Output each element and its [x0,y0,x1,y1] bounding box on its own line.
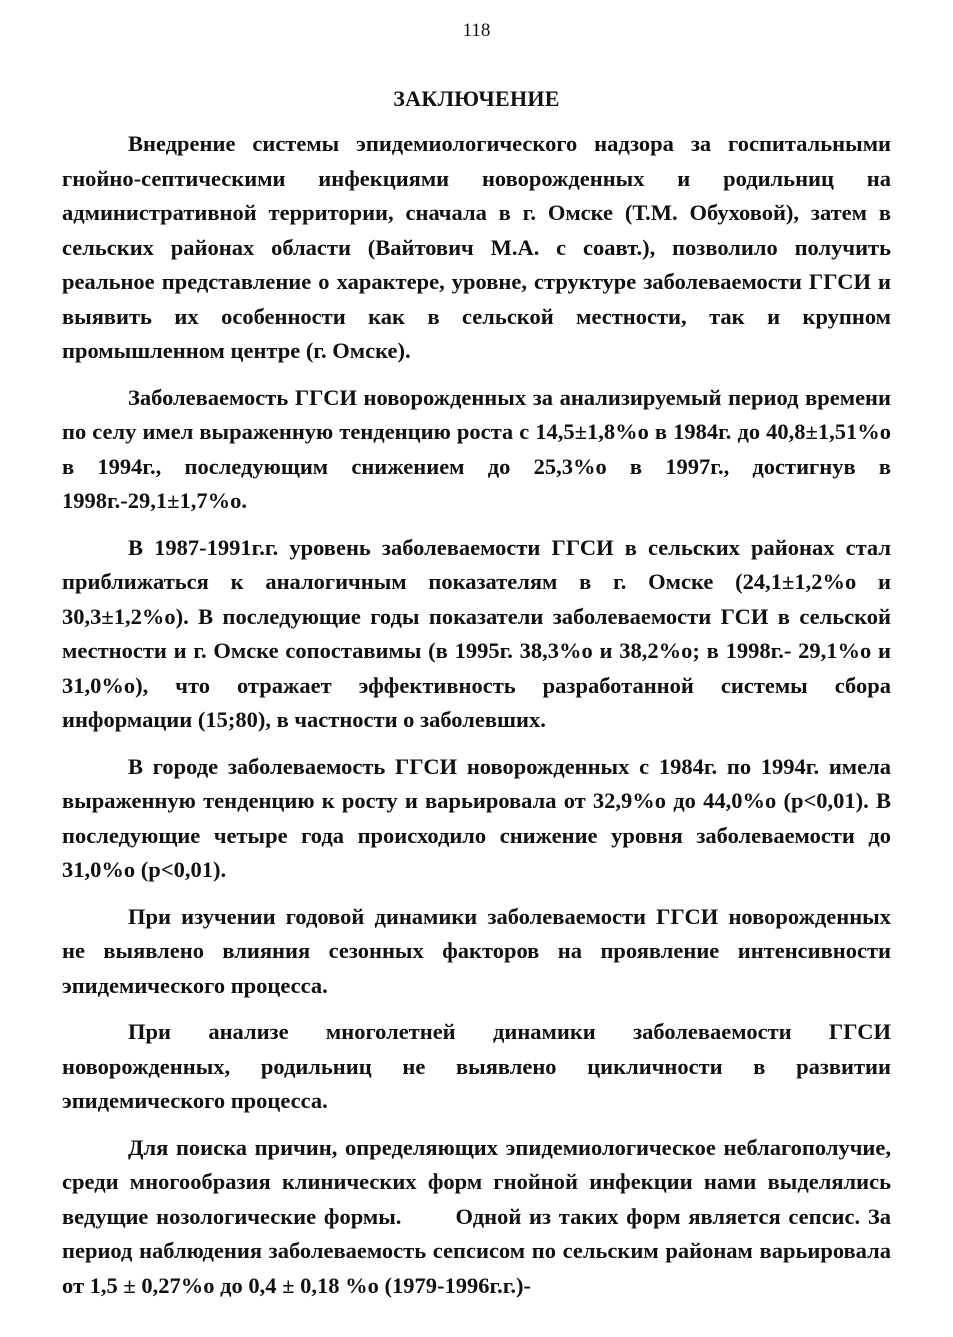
paragraph-3: В 1987-1991г.г. уровень заболеваемости ГГСИ в сельских районах стал приближаться к аналогичным показателям в г. Омске (24,1±1,2%о и 30,3±1,2%о). В последующие годы показатели заболеваемости ГСИ в сельской местности и г. Омске сопоставимы (в 1995г. 38,3%о и 38,2%о; в 1998г.- 29,1%о и 31,0%о), что отражает эффективность разработанной системы сбора информации (15;80), в частности о заболевших. [62,534,891,732]
paragraph-2: Заболеваемость ГГСИ новорожденных за анализируемый период времени по селу имел выраженную тенденцию роста с 14,5±1,8%о в 1984г. до 40,8±1,51%о в 1994г., последующим снижением до 25,3%о в 1997г., достигнув в 1998г.-29,1±1,7%о. [62,384,891,513]
document-body [62,127,897,1315]
paragraph-5: При изучении годовой динамики заболеваемости ГГСИ новорожденных не выявлено влияния сезонных факторов на проявление интенсивности эпидемического процесса. [62,903,891,998]
section-title: ЗАКЛЮЧЕНИЕ [393,86,560,111]
paragraph-7: Для поиска причин, определяющих эпидемиологическое неблагополучие, среди многообразия клинических форм гнойной инфекции нами выделялись ведущие нозологические формы. Одной из таких форм является сепсис. За период наблюдения заболеваемость сепсисом по сельским районам варьировала от 1,5 ± 0,27%о до 0,4 ± 0,18 %о (1979-1996г.г.)- [62,1134,897,1298]
page-number: 118 [462,20,491,41]
paragraph-6: При анализе многолетней динамики заболеваемости ГГСИ новорожденных, родильниц не выявлено цикличности в развитии эпидемического процесса. [62,1019,891,1113]
paragraph-4: В городе заболеваемость ГГСИ новорожденных с 1984г. по 1994г. имела выраженную тенденцию к росту и варьировала от 32,9%о до 44,0%о (p<0,01). В последующие четыре года происходило снижение уровня заболеваемости до 31,0%о (p<0,01). [62,753,891,882]
paragraph-1: Внедрение системы эпидемиологического надзора за госпитальными гнойно-септическими инфекциями новорожденных и родильниц на административной территории, сначала в г. Омске (Т.М. Обуховой), затем в сельских районах области (Вайтович М.А. с соавт.), позволило получить реальное представление о характере, уровне, структуре заболеваемости ГГСИ и выявить их особенности как в сельской местности, так и крупном промышленном центре (г. Омске). [62,131,891,363]
